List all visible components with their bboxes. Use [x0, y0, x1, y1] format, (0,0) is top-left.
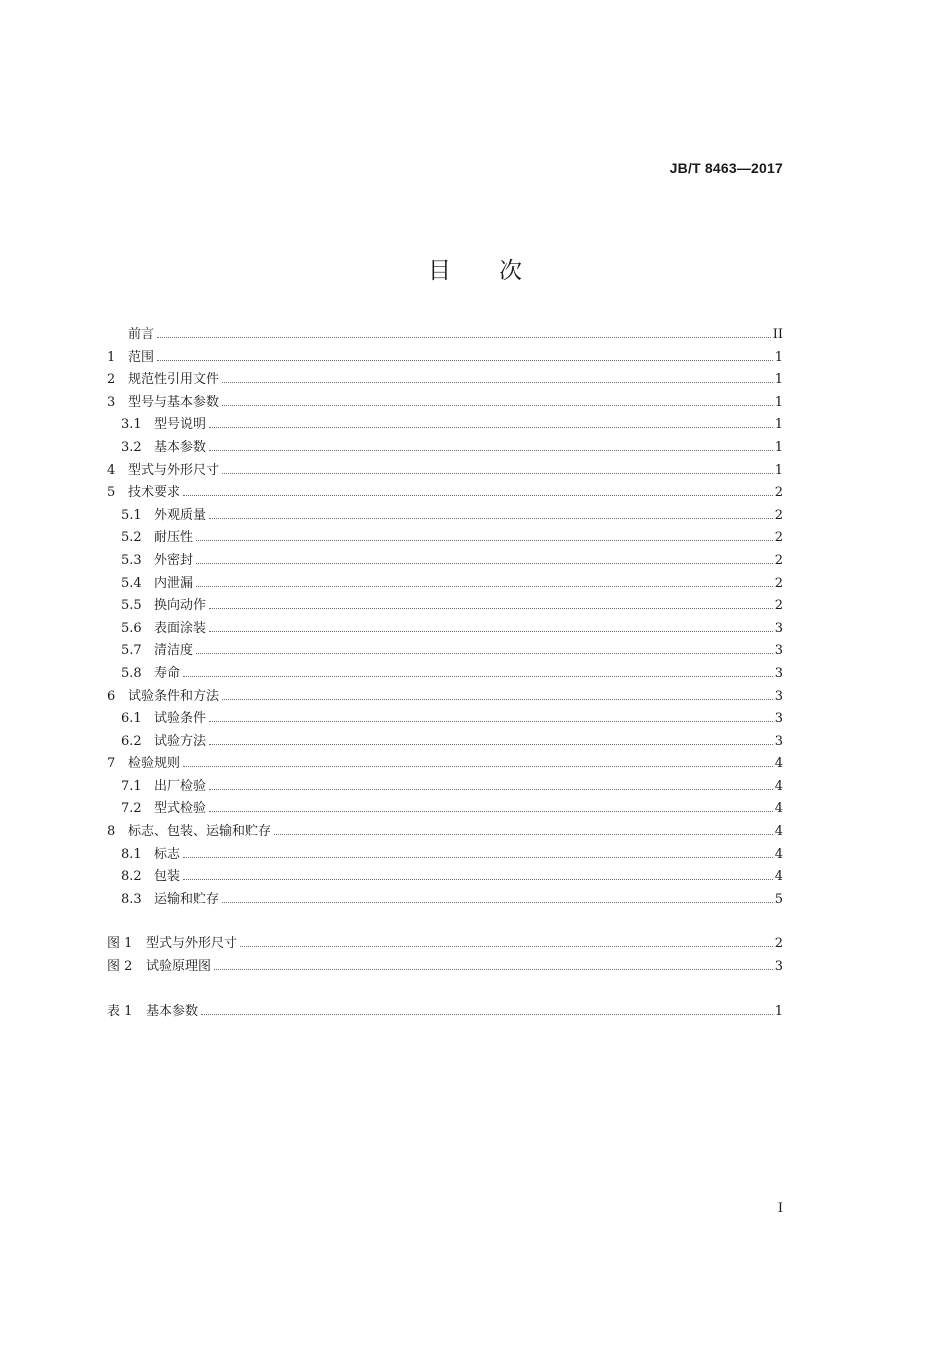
dot-leader	[209, 720, 773, 722]
toc-entry-page: 4	[774, 801, 783, 817]
toc-entry-page: 1	[774, 372, 783, 388]
toc-entry[interactable]	[107, 392, 783, 415]
toc-entry-number: 5.8	[121, 665, 142, 681]
dot-leader	[183, 765, 773, 767]
dot-leader	[214, 968, 773, 970]
toc-entry-label: 基本参数	[154, 439, 207, 455]
dot-leader	[209, 810, 773, 812]
toc-entry-number: 4	[107, 462, 116, 478]
toc-entry[interactable]	[107, 550, 783, 573]
toc-entry[interactable]	[107, 527, 783, 550]
toc-entry-number: 1	[107, 349, 116, 365]
toc-entry-number: 5.7	[121, 643, 142, 659]
toc-entry-label: 检验规则	[128, 756, 181, 772]
toc-entry-label: 基本参数	[146, 1003, 199, 1019]
toc-entry-page: 4	[774, 824, 783, 840]
toc-entry-label: 标志、包装、运输和贮存	[128, 824, 272, 840]
toc-entry-label: 型式与外形尺寸	[146, 936, 238, 952]
toc-entry[interactable]	[107, 663, 783, 686]
dot-leader	[157, 359, 773, 361]
toc-entry[interactable]	[107, 866, 783, 889]
toc-entry-number: 5.5	[121, 598, 142, 614]
toc-entry-number: 8.2	[121, 869, 142, 885]
dot-leader	[157, 336, 771, 338]
toc-entry-page: 3	[774, 620, 783, 636]
toc-entry-label: 换向动作	[154, 598, 207, 614]
dot-leader	[183, 856, 773, 858]
toc-entry[interactable]	[107, 505, 783, 528]
toc-entry-number: 5	[107, 485, 116, 501]
toc-entry-number: 7	[107, 756, 116, 772]
toc-entry-label: 外密封	[154, 552, 194, 568]
toc-entry-number: 2	[107, 372, 116, 388]
toc-entry-number: 3.1	[121, 417, 142, 433]
toc-entry-number: 表 1	[107, 1003, 133, 1019]
dot-leader	[196, 585, 773, 587]
toc-entry[interactable]	[107, 369, 783, 392]
dot-leader	[196, 652, 773, 654]
toc-entry-label: 外观质量	[154, 507, 207, 523]
toc-entry[interactable]	[107, 324, 783, 347]
dot-leader	[196, 539, 773, 541]
toc-entry-page: 2	[774, 552, 783, 568]
section-spacer	[107, 979, 783, 1001]
toc-entry-number: 3	[107, 394, 116, 410]
toc-entry-page: 1	[774, 1003, 783, 1019]
toc-entry-page: 1	[774, 462, 783, 478]
dot-leader	[209, 630, 773, 632]
dot-leader	[209, 517, 773, 519]
toc-entry-number: 7.2	[121, 801, 142, 817]
toc-entry-label: 包装	[154, 869, 181, 885]
dot-leader	[240, 945, 773, 947]
toc-entry-label: 试验原理图	[146, 959, 212, 975]
toc-entry-label: 运输和贮存	[154, 891, 220, 907]
dot-leader	[209, 426, 773, 428]
toc-entry-page: 1	[774, 439, 783, 455]
toc-entry[interactable]	[107, 753, 783, 776]
toc-entry-page: 5	[774, 891, 783, 907]
toc-entry-page: 1	[774, 417, 783, 433]
toc-entry-page: 2	[774, 485, 783, 501]
toc-entry-page: 2	[774, 936, 783, 952]
dot-leader	[209, 607, 773, 609]
toc-entry-label: 清洁度	[154, 643, 194, 659]
toc-entry-label: 技术要求	[128, 485, 181, 501]
toc-entry[interactable]	[107, 844, 783, 867]
toc-entry-number: 8	[107, 824, 116, 840]
toc-entry-number: 5.1	[121, 507, 142, 523]
toc-entry-page: 3	[774, 959, 783, 975]
toc-entry[interactable]	[107, 889, 783, 912]
toc-entry-number: 7.1	[121, 778, 142, 794]
dot-leader	[222, 381, 773, 383]
toc-entry-page: 4	[774, 846, 783, 862]
standard-code: JB/T 8463—2017	[669, 160, 783, 176]
toc-entry-label: 范围	[128, 349, 155, 365]
toc-entry-label: 试验条件和方法	[128, 688, 220, 704]
toc-entry-page: 4	[774, 869, 783, 885]
toc-entry-page: 4	[774, 756, 783, 772]
toc-entry-page: 3	[774, 643, 783, 659]
toc-entry-label: 表面涂装	[154, 620, 207, 636]
toc-entry-page: 1	[774, 394, 783, 410]
dot-leader	[183, 878, 773, 880]
toc-entry[interactable]	[107, 573, 783, 596]
toc-entry-number: 6.2	[121, 733, 142, 749]
dot-leader	[209, 743, 773, 745]
toc-entry[interactable]	[107, 414, 783, 437]
toc-entry-number: 8.3	[121, 891, 142, 907]
toc-entry[interactable]	[107, 640, 783, 663]
toc-entry-page: II	[772, 327, 783, 342]
dot-leader	[183, 494, 773, 496]
dot-leader	[222, 698, 773, 700]
toc-entry-number: 5.6	[121, 620, 142, 636]
toc-entry-page: 2	[774, 507, 783, 523]
toc-entry[interactable]	[107, 460, 783, 483]
toc-entry-number: 5.4	[121, 575, 142, 591]
toc-entry[interactable]	[107, 708, 783, 731]
toc-figure-entry[interactable]	[107, 956, 783, 979]
toc-entry-label: 寿命	[154, 665, 181, 681]
toc-entry-page: 4	[774, 778, 783, 794]
dot-leader	[201, 1013, 773, 1015]
title-char-2: 次	[499, 258, 522, 284]
dot-leader	[274, 833, 773, 835]
toc-entry-page: 3	[774, 733, 783, 749]
toc-entry-label: 前言	[128, 327, 155, 342]
toc-entry-number: 6.1	[121, 711, 142, 727]
toc-entry-number: 8.1	[121, 846, 142, 862]
toc-entry-label: 试验条件	[154, 711, 207, 727]
toc-entry[interactable]	[107, 618, 783, 641]
toc-entry[interactable]	[107, 686, 783, 709]
toc-entry-label: 规范性引用文件	[128, 372, 220, 388]
toc-entry[interactable]	[107, 347, 783, 370]
dot-leader	[196, 562, 773, 564]
dot-leader	[222, 901, 773, 903]
toc-entry-page: 2	[774, 575, 783, 591]
toc-entry-number: 图 2	[107, 959, 133, 975]
toc-entry-number: 3.2	[121, 439, 142, 455]
toc-entry-label: 标志	[154, 846, 181, 862]
toc-entry-page: 1	[774, 349, 783, 365]
toc-entry-number: 5.2	[121, 530, 142, 546]
toc-entry-label: 型号与基本参数	[128, 394, 220, 410]
toc-table-entry[interactable]	[107, 1001, 783, 1024]
dot-leader	[222, 472, 773, 474]
toc-entry-label: 试验方法	[154, 733, 207, 749]
toc-entry-label: 型式与外形尺寸	[128, 462, 220, 478]
title-char-1: 目	[428, 258, 451, 284]
toc-entry[interactable]	[107, 798, 783, 821]
table-of-contents	[107, 324, 783, 1023]
toc-entry-label: 耐压性	[154, 530, 194, 546]
toc-entry-page: 3	[774, 711, 783, 727]
dot-leader	[222, 404, 773, 406]
toc-entry[interactable]	[107, 731, 783, 754]
toc-entry-label: 出厂检验	[154, 778, 207, 794]
toc-entry-label: 型号说明	[154, 417, 207, 433]
toc-figure-entry[interactable]	[107, 933, 783, 956]
toc-entry-label: 型式检验	[154, 801, 207, 817]
toc-entry-page: 2	[774, 530, 783, 546]
toc-entry[interactable]	[107, 776, 783, 799]
toc-entry[interactable]	[107, 821, 783, 844]
dot-leader	[209, 449, 773, 451]
toc-entry[interactable]	[107, 482, 783, 505]
toc-entry-page: 2	[774, 598, 783, 614]
toc-entry-number: 6	[107, 688, 116, 704]
section-spacer	[107, 911, 783, 933]
toc-entry-label: 内泄漏	[154, 575, 194, 591]
page-number: I	[777, 1201, 783, 1216]
toc-entry-page: 3	[774, 665, 783, 681]
toc-entry[interactable]	[107, 595, 783, 618]
toc-entry-number: 5.3	[121, 552, 142, 568]
toc-entry-page: 3	[774, 688, 783, 704]
dot-leader	[183, 675, 773, 677]
page-title	[0, 252, 950, 285]
dot-leader	[209, 788, 773, 790]
toc-entry[interactable]	[107, 437, 783, 460]
toc-entry-number: 图 1	[107, 936, 133, 952]
